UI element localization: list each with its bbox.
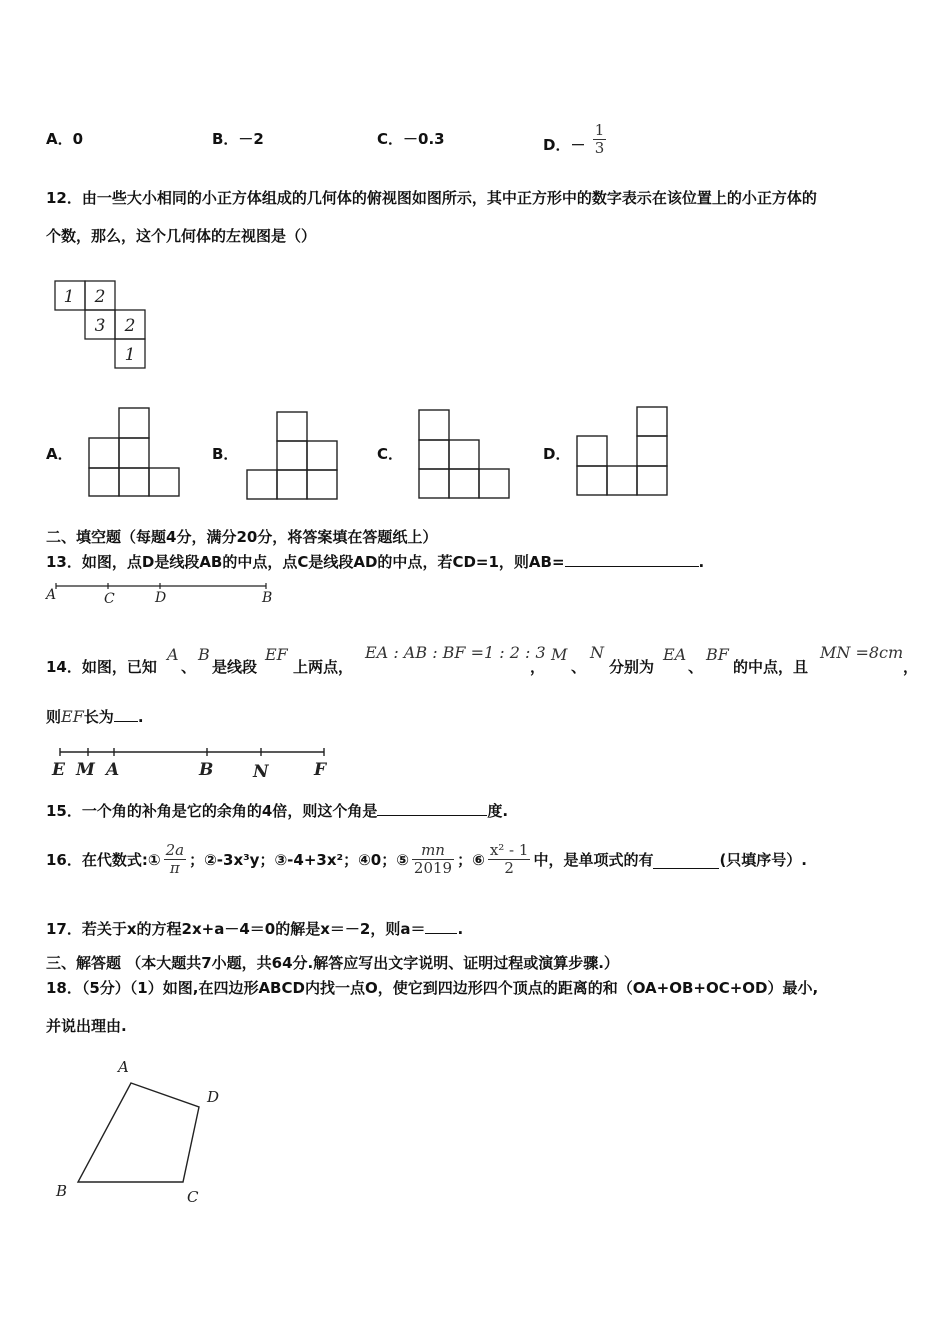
q14-segment-ea: EA: [663, 645, 687, 664]
q14-comma-1: ，: [530, 658, 546, 676]
q14-part3: 上两点，: [293, 658, 354, 676]
q14-point-b: B: [198, 645, 210, 664]
q13-answer-blank[interactable]: [565, 552, 699, 567]
q16-part2: ；②-3x³y；③-4+3x²；④0；⑤: [189, 850, 409, 869]
fraction-denominator: 2: [504, 858, 514, 877]
q16-text: [46, 837, 807, 881]
q14-line2: [46, 706, 144, 727]
q12-option-d-label: D．: [543, 445, 571, 463]
q14-line2-pre: 则: [46, 708, 62, 726]
q15-end: 度.: [487, 802, 509, 820]
q17-answer-blank[interactable]: [425, 919, 457, 934]
grid-cell-4: 2: [124, 316, 136, 336]
q13-end: .: [698, 553, 705, 571]
q14-line2-post: 长为: [83, 708, 114, 726]
q17-text: [46, 918, 463, 939]
q18-label-a: A: [118, 1058, 129, 1076]
q16-answer-blank[interactable]: [653, 854, 719, 869]
q15-text: [46, 800, 508, 821]
fraction-denominator: 2019: [413, 858, 453, 877]
q12-option-c-figure: [416, 408, 514, 501]
q14-separator-3: 、: [688, 658, 704, 676]
q14-point-n: N: [590, 643, 604, 662]
q15-answer-blank[interactable]: [377, 801, 487, 816]
q14-segment-ef: EF: [265, 645, 288, 664]
q12-line2: 个数，那么，这个几何体的左视图是（）: [46, 227, 317, 245]
q14-label-b: B: [199, 760, 214, 780]
grid-cell-2: 2: [94, 287, 106, 307]
q18-quadrilateral-figure: [50, 1055, 230, 1210]
section-2-heading: 二、填空题（每题4分，满分20分，将答案填在答题纸上）: [46, 528, 438, 546]
q13-question: 13．如图，点D是线段AB的中点，点C是线段AD的中点，若CD=1，则AB=: [46, 553, 565, 571]
q14-part4: 分别为: [609, 658, 655, 676]
q12-line1: 12．由一些大小相同的小正方体组成的几何体的俯视图如图所示，其中正方形中的数字表示在该位置上的小正方体的: [46, 189, 817, 207]
q14-label-e: E: [52, 760, 65, 780]
q13-text: [46, 551, 704, 572]
grid-cell-5: 1: [124, 345, 136, 365]
q12-option-d-figure: [574, 405, 672, 498]
q12-top-view-grid: [50, 278, 150, 370]
q14-answer-blank[interactable]: [114, 707, 138, 722]
q18-label-d: D: [207, 1088, 220, 1106]
q14-line2-end: .: [137, 708, 144, 726]
q18-line2: 并说出理由.: [46, 1017, 127, 1035]
q16-part1: 16．在代数式:①: [46, 850, 161, 869]
fraction-numerator: mn: [412, 842, 454, 860]
q17-question: 17．若关于x的方程2x+a－4＝0的解是x＝－2，则a＝: [46, 920, 426, 938]
fraction-denominator: π: [169, 858, 180, 877]
q13-label-c: C: [104, 591, 115, 607]
q11-option-d-fraction: [593, 122, 607, 157]
q14-label-f: F: [314, 760, 327, 780]
q16-part3: ；⑥: [457, 850, 485, 869]
grid-cell-1: 1: [63, 287, 75, 307]
q18-label-c: C: [187, 1188, 199, 1206]
q14-comma-2: ，: [903, 658, 919, 676]
q14-segment-figure: [48, 744, 333, 780]
q12-option-b-figure: [244, 410, 342, 501]
q18-line1: 18．（5分）（1）如图,在四边形ABCD内找一点O，使它到四边形四个顶点的距离的和（OA+OB+OC+OD）最小,: [46, 979, 819, 997]
q13-label-b: B: [262, 590, 273, 606]
q12-option-b-label: B．: [212, 445, 239, 463]
q14-label-m: M: [76, 760, 95, 780]
q12-option-a-label: A．: [46, 445, 73, 463]
q12-option-a-figure: [86, 406, 184, 499]
fraction-numerator: 2a: [165, 840, 185, 859]
q14-separator-2: 、: [571, 658, 587, 676]
q14-mn-length: MN =8cm: [820, 643, 904, 662]
q14-part2: 是线段: [212, 658, 258, 676]
q12-option-c-label: C．: [377, 445, 404, 463]
q16-fraction-3: [488, 842, 531, 877]
q16-fraction-2: [412, 842, 454, 877]
q17-end: .: [457, 920, 464, 938]
q16-fraction-1: [164, 842, 187, 877]
section-3-heading: 三、解答题 （本大题共7小题，共64分.解答应写出文字说明、证明过程或演算步骤.）: [46, 954, 619, 972]
grid-cell-3: 3: [94, 316, 106, 336]
q14-segment-bf: BF: [706, 645, 729, 664]
fraction-numerator: 1: [594, 121, 605, 139]
q16-part5: (只填序号）.: [719, 850, 808, 869]
q13-label-d: D: [155, 590, 167, 606]
q11-option-d: [543, 121, 606, 163]
q14-label-a: A: [106, 760, 120, 780]
q11-option-c: C．－0.3: [377, 130, 445, 148]
q15-question: 15．一个角的补角是它的余角的4倍，则这个角是: [46, 802, 378, 820]
q14-line2-ef: EF: [61, 707, 84, 726]
q14-ratio: EA : AB : BF =1 : 2 : 3: [365, 643, 546, 662]
fraction-numerator: x² - 1: [489, 840, 529, 859]
q13-segment-figure: [44, 578, 274, 608]
q11-option-d-label: D．－: [543, 136, 586, 154]
q14-label-n: N: [253, 762, 269, 780]
q14-separator-1: 、: [181, 658, 197, 676]
q11-option-a: A．0: [46, 130, 84, 148]
q13-label-a: A: [46, 587, 57, 603]
q16-part4: 中，是单项式的有: [533, 850, 654, 869]
fraction-denominator: 3: [594, 139, 605, 157]
q14-part1: 14．如图，已知: [46, 658, 157, 676]
q14-part5: 的中点，且: [733, 658, 809, 676]
q14-point-a: A: [167, 645, 179, 664]
q18-label-b: B: [56, 1182, 68, 1200]
q11-option-b: B．－2: [212, 130, 264, 148]
q14-point-m: M: [551, 645, 568, 664]
